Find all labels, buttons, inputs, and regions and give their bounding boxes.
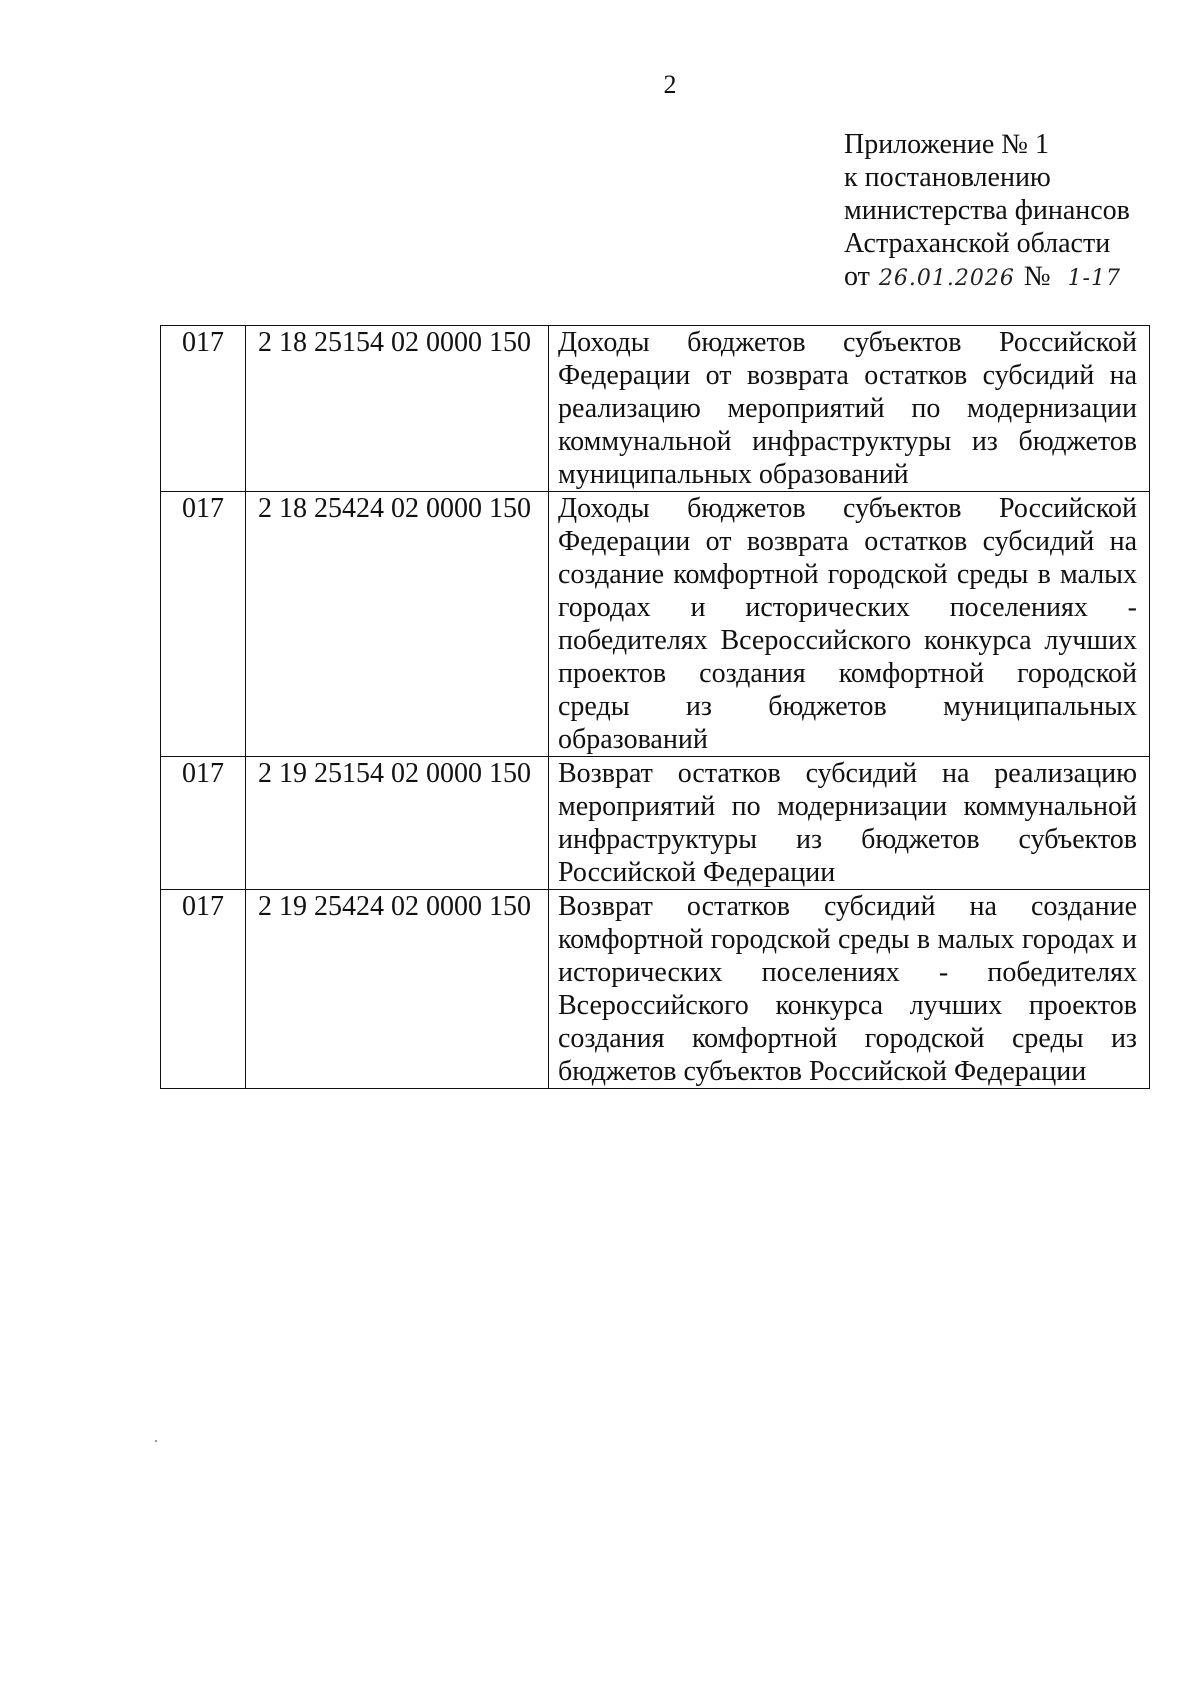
budget-code-cell: 2 19 25424 02 0000 150 [246,890,549,1089]
admin-code-cell: 017 [161,890,246,1089]
handwritten-date: 26.01.2026 [878,266,1015,291]
appendix-header [844,128,1130,295]
table-row [161,757,1150,890]
scan-artifact-dot [155,1440,157,1442]
appendix-ministry-line: министерства финансов [844,195,1130,226]
appendix-region-line: Астраханской области [844,228,1111,259]
description-cell: Доходы бюджетов субъектов Российской Федерации от возврата остатков субсидий на реализацию мероприятий по модернизации коммунальной инфраструктуры из бюджетов муниципальных образований [549,326,1150,492]
budget-codes-table [160,325,1150,1089]
appendix-reference-line: к постановлению [844,162,1051,193]
budget-code-cell: 2 18 25424 02 0000 150 [246,492,549,757]
description-cell: Доходы бюджетов субъектов Российской Федерации от возврата остатков субсидий на создание комфортной городской среды в малых городах и исторических поселениях - победителях Всероссийского конкурса лучших проектов создания комфортной городской среды из бюджетов муниципальных образований [549,492,1150,757]
number-label: № [1023,261,1051,292]
table-row [161,492,1150,757]
appendix-date-number-line [844,260,1130,295]
table-row [161,890,1150,1089]
handwritten-number: 1-17 [1067,266,1121,291]
date-prefix: от [844,261,870,292]
admin-code-cell: 017 [161,757,246,890]
budget-code-cell: 2 18 25154 02 0000 150 [246,326,549,492]
budget-code-cell: 2 19 25154 02 0000 150 [246,757,549,890]
admin-code-cell: 017 [161,326,246,492]
admin-code-cell: 017 [161,492,246,757]
appendix-title: Приложение № 1 [844,129,1049,160]
description-cell: Возврат остатков субсидий на реализацию мероприятий по модернизации коммунальной инфраструктуры из бюджетов субъектов Российской Федерации [549,757,1150,890]
page-number: 2 [663,70,677,99]
table-row [161,326,1150,492]
description-cell: Возврат остатков субсидий на создание комфортной городской среды в малых городах и исторических поселениях - победителях Всероссийского конкурса лучших проектов создания комфортной городской среды из бюджетов субъектов Российской Федерации [549,890,1150,1089]
